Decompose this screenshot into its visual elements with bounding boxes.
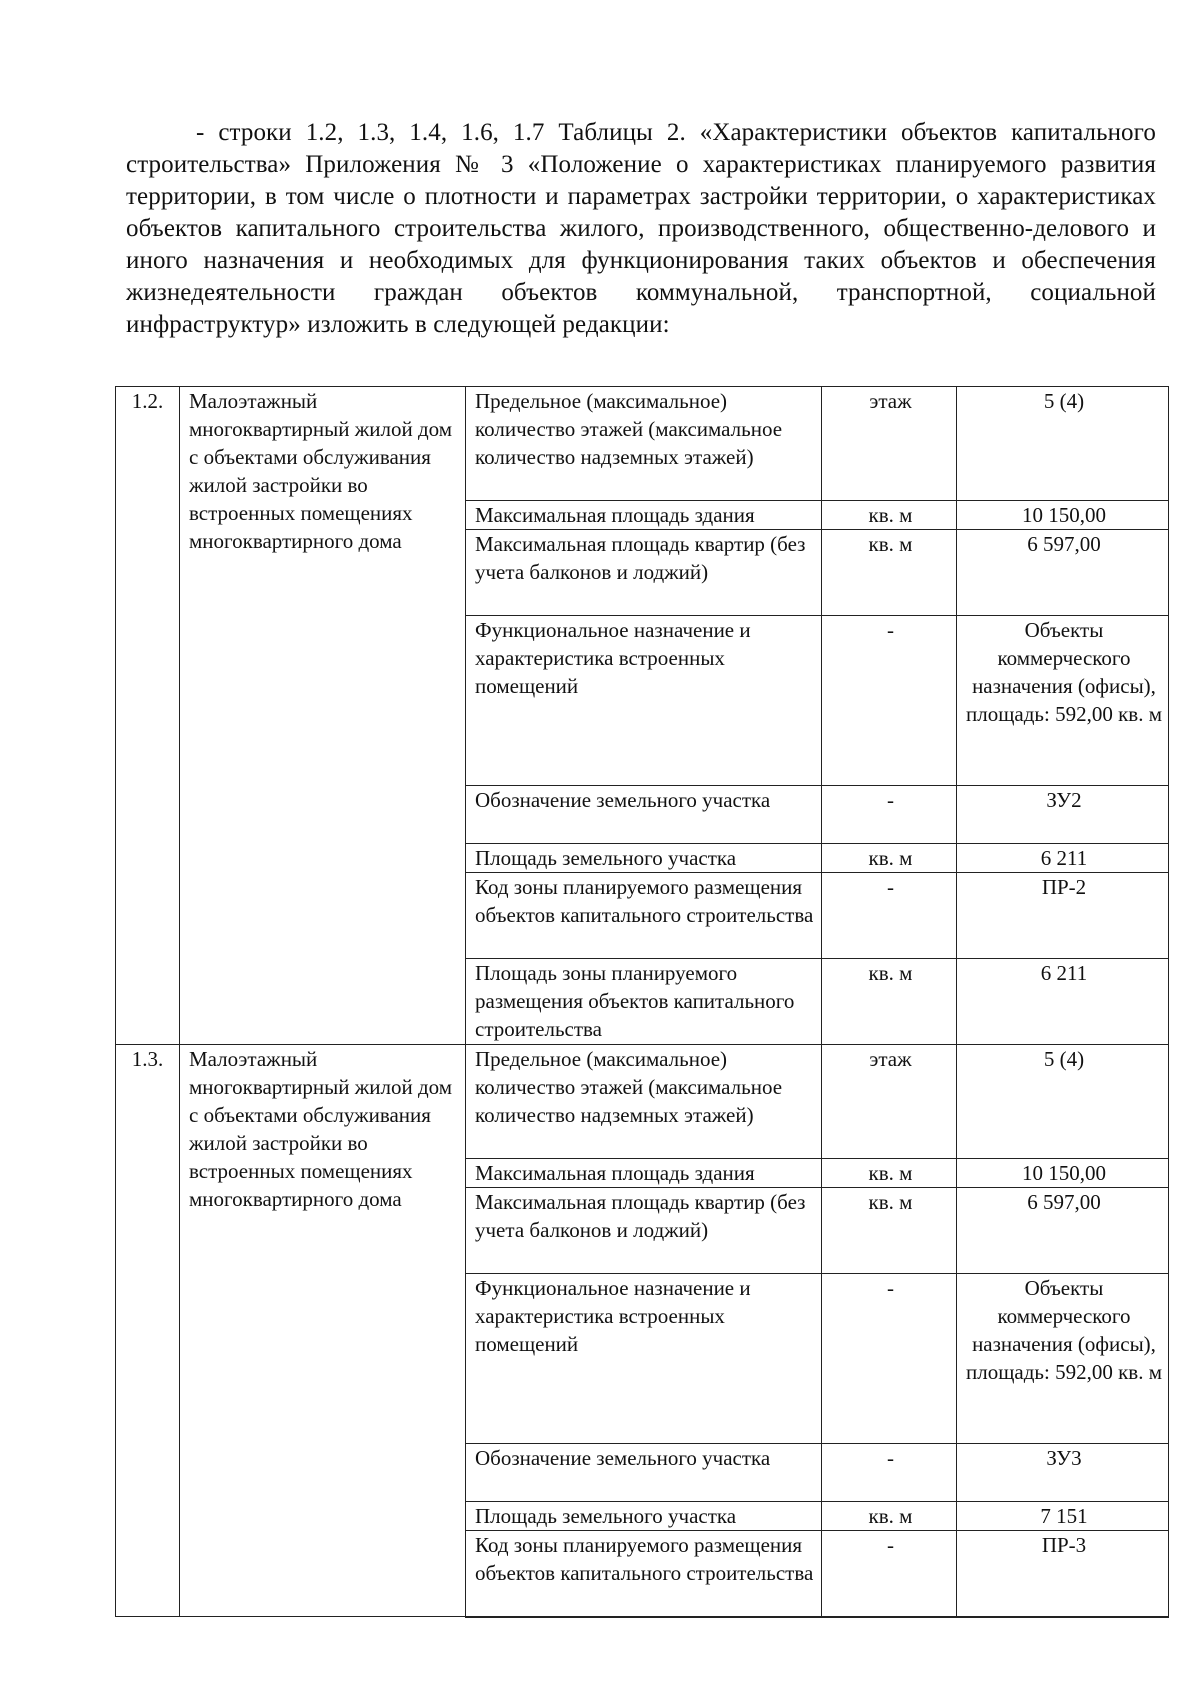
parameter-cell: Максимальная площадь квартир (без учета балконов и лоджий) (466, 530, 822, 616)
table-row (116, 1045, 1169, 1159)
value-cell: 5 (4) (957, 1045, 1169, 1159)
value-cell: 10 150,00 (957, 1159, 1169, 1188)
value-cell: ПР-2 (957, 873, 1169, 959)
parameter-cell: Площадь земельного участка (466, 844, 822, 873)
unit-cell: - (822, 786, 957, 844)
unit-cell: - (822, 1274, 957, 1444)
parameter-cell: Предельное (максимальное) количество этажей (максимальное количество надземных этажей) (466, 387, 822, 501)
value-cell: 6 597,00 (957, 1188, 1169, 1274)
unit-cell: кв. м (822, 844, 957, 873)
parameter-cell: Максимальная площадь здания (466, 501, 822, 530)
parameter-cell: Функциональное назначение и характеристика встроенных помещений (466, 1274, 822, 1444)
unit-cell: - (822, 873, 957, 959)
value-cell: 6 211 (957, 959, 1169, 1045)
table-row (116, 387, 1169, 501)
parameter-cell: Предельное (максимальное) количество этажей (максимальное количество надземных этажей) (466, 1045, 822, 1159)
unit-cell: этаж (822, 387, 957, 501)
unit-cell: кв. м (822, 1188, 957, 1274)
unit-cell: - (822, 616, 957, 786)
value-cell: ЗУ3 (957, 1444, 1169, 1502)
value-cell: 6 597,00 (957, 530, 1169, 616)
value-cell: 7 151 (957, 1502, 1169, 1531)
parameter-cell: Площадь зоны планируемого размещения объектов капитального строительства (466, 959, 822, 1045)
parameter-cell: Обозначение земельного участка (466, 1444, 822, 1502)
value-cell: Объекты коммерческого назначения (офисы), площадь: 592,00 кв. м (957, 616, 1169, 786)
parameter-cell: Максимальная площадь здания (466, 1159, 822, 1188)
characteristics-table (115, 386, 1169, 1618)
parameter-cell: Максимальная площадь квартир (без учета балконов и лоджий) (466, 1188, 822, 1274)
unit-cell: кв. м (822, 501, 957, 530)
parameter-cell: Площадь земельного участка (466, 1502, 822, 1531)
value-cell: ПР-3 (957, 1531, 1169, 1617)
unit-cell: кв. м (822, 530, 957, 616)
value-cell: Объекты коммерческого назначения (офисы), площадь: 592,00 кв. м (957, 1274, 1169, 1444)
unit-cell: этаж (822, 1045, 957, 1159)
row-number-cell: 1.3. (116, 1045, 180, 1617)
parameter-cell: Код зоны планируемого размещения объектов капитального строительства (466, 873, 822, 959)
value-cell: ЗУ2 (957, 786, 1169, 844)
unit-cell: кв. м (822, 1502, 957, 1531)
unit-cell: кв. м (822, 1159, 957, 1188)
value-cell: 10 150,00 (957, 501, 1169, 530)
parameter-cell: Обозначение земельного участка (466, 786, 822, 844)
unit-cell: - (822, 1444, 957, 1502)
object-name-cell: Малоэтажный многоквартирный жилой дом с объектами обслуживания жилой застройки во встроенных помещениях многоквартирного дома (180, 387, 466, 1045)
unit-cell: - (822, 1531, 957, 1617)
object-name-cell: Малоэтажный многоквартирный жилой дом с объектами обслуживания жилой застройки во встроенных помещениях многоквартирного дома (180, 1045, 466, 1617)
value-cell: 5 (4) (957, 387, 1169, 501)
row-number-cell: 1.2. (116, 387, 180, 1045)
unit-cell: кв. м (822, 959, 957, 1045)
parameter-cell: Функциональное назначение и характеристика встроенных помещений (466, 616, 822, 786)
parameter-cell: Код зоны планируемого размещения объектов капитального строительства (466, 1531, 822, 1617)
value-cell: 6 211 (957, 844, 1169, 873)
intro-paragraph: - строки 1.2, 1.3, 1.4, 1.6, 1.7 Таблицы 2. «Характеристики объектов капитального строительства» Приложения № 3 «Положение о характеристиках планируемого развития территории, в том числе о плотности и параметрах застройки территории, о характеристиках объектов капитального строительства жилого, производственного, общественно-делового и иного назначения и необходимых для функционирования таких объектов и обеспечения жизнедеятельности граждан объектов коммунальной, транспортной, социальной инфраструктур» изложить в следующей редакции: (126, 119, 1156, 338)
